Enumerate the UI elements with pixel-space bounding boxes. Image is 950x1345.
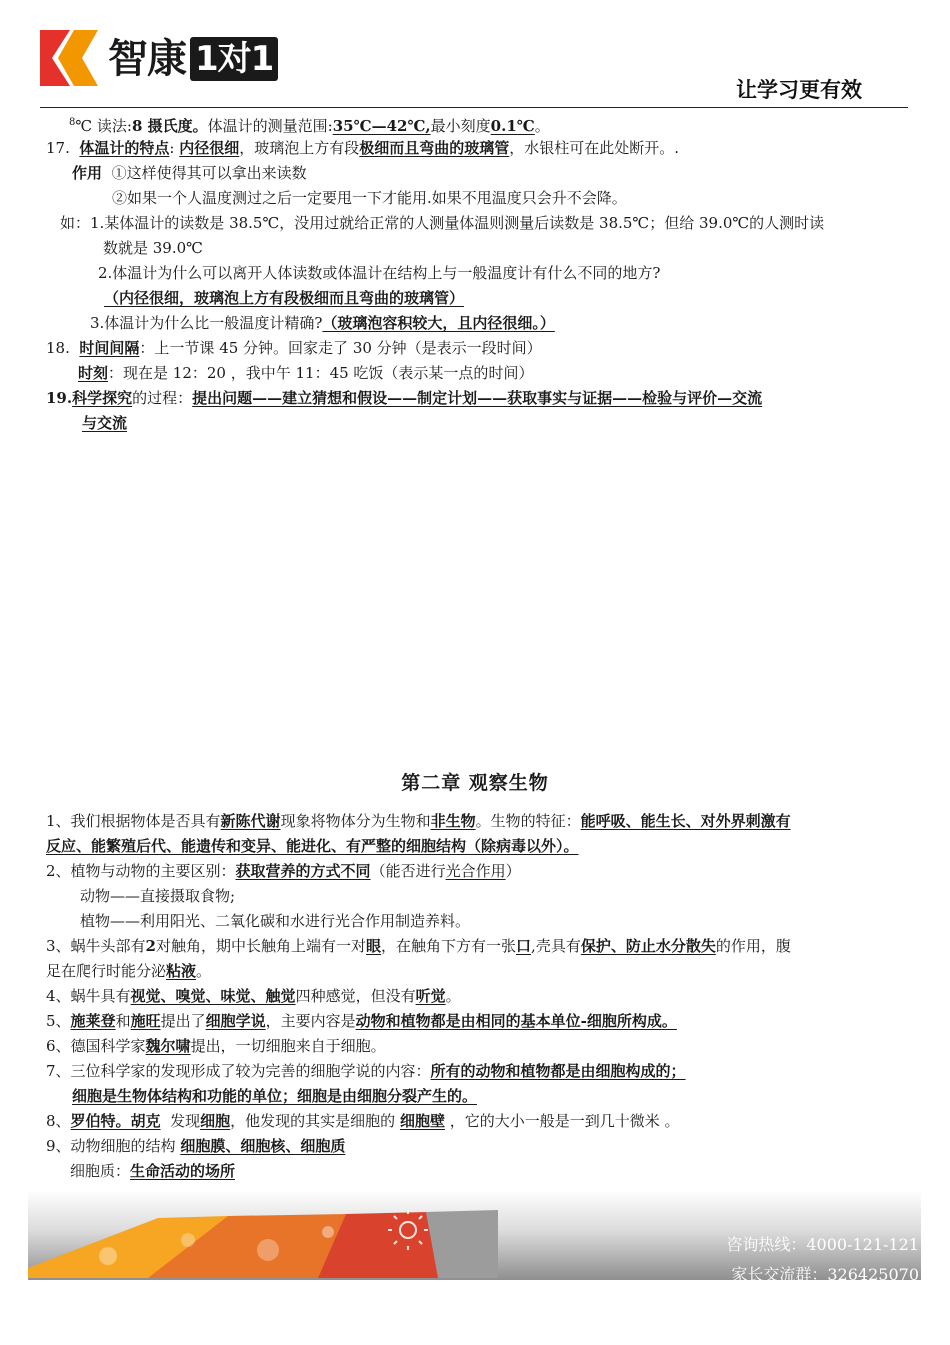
footer-bubble-icon xyxy=(181,1233,195,1247)
brand-logo-icon xyxy=(40,30,102,86)
ch2-line-2 xyxy=(46,861,521,883)
text: 体温计的测量范围: xyxy=(207,117,333,135)
text: 和 xyxy=(115,1012,131,1030)
ch2-line-9-cont xyxy=(70,1161,235,1183)
answer: 视觉、嗅觉、味觉、触觉 xyxy=(130,987,296,1005)
ch2-line-6 xyxy=(46,1036,386,1058)
text: 9、动物细胞的结构 xyxy=(46,1137,176,1155)
answer: 新陈代谢 xyxy=(220,812,281,830)
answer: 动物和植物都是由相同的基本单位-细胞所构成。 xyxy=(355,1012,677,1030)
term: 时间间隔 xyxy=(79,339,140,357)
note-line-function-2: ②如果一个人温度测过之后一定要甩一下才能用.如果不甩温度只会升不会降。 xyxy=(112,189,627,207)
note-line-18 xyxy=(46,338,542,360)
note-line-17 xyxy=(46,138,679,160)
answer: 细胞学说 xyxy=(205,1012,266,1030)
answer: 0.1℃ xyxy=(490,117,535,135)
footer-bubble-icon xyxy=(99,1247,117,1265)
ch2-line-7-cont: 细胞是生物体结构和功能的单位；细胞是由细胞分裂产生的。 xyxy=(72,1087,478,1105)
footer-decor-band xyxy=(28,1210,498,1278)
example-line-2-answer: （内径很细，玻璃泡上方有段极细而且弯曲的玻璃管） xyxy=(104,289,465,307)
answer: 提出问题——建立猜想和假设——制定计划——获取事实与证据——检验与评价—交流 xyxy=(192,389,763,407)
text: ，它的大小一般是一到几十微米 。 xyxy=(449,1112,680,1130)
text: : xyxy=(169,139,180,157)
text: 对触角，期中长触角上端有一对 xyxy=(155,937,366,955)
answer: 保护、防止水分散失 xyxy=(580,937,716,955)
answer: 所有的动物和植物都是由细胞构成的； xyxy=(430,1062,686,1080)
ch2-line-1 xyxy=(46,811,791,833)
ch2-line-9 xyxy=(46,1136,345,1158)
text: 2、植物与动物的主要区别： xyxy=(46,862,236,880)
brand-name-text: 智康 xyxy=(108,36,186,82)
text: ，玻璃泡上方有段 xyxy=(239,139,360,157)
page-header xyxy=(0,0,950,112)
text: 3、蜗牛头部有 xyxy=(46,937,146,955)
answer: 施旺 xyxy=(130,1012,161,1030)
answer: 获取营养的方式不同 xyxy=(235,862,371,880)
answer: 眼 xyxy=(366,937,382,955)
text: 5、 xyxy=(46,1012,71,1030)
text: ,壳具有 xyxy=(531,937,581,955)
hotline-text: 咨询热线：4000-121-121 xyxy=(726,1235,919,1254)
answer: 细胞膜、细胞核、细胞质 xyxy=(180,1137,346,1155)
text: 。生物的特征： xyxy=(475,812,581,830)
text: 提出，一切细胞来自于细胞。 xyxy=(190,1037,386,1055)
degree-superscript: 8 xyxy=(69,117,76,128)
note-line-18-moment xyxy=(78,363,533,385)
ch2-line-1-cont: 反应、能繁殖后代、能遗传和变异、能进化、有严整的细胞结构（除病毒以外）。 xyxy=(46,837,579,855)
footer-bubble-icon xyxy=(322,1226,334,1238)
term: 科学探究 xyxy=(72,389,133,407)
answer: 施莱登 xyxy=(70,1012,116,1030)
text: 7、三位科学家的发现形成了较为完善的细胞学说的内容： xyxy=(46,1062,431,1080)
text: 的作用，腹 xyxy=(715,937,791,955)
ch2-line-7 xyxy=(46,1061,686,1083)
text: 4、蜗牛具有 xyxy=(46,987,131,1005)
answer: 35℃—42℃, xyxy=(332,117,431,135)
text: ，主要内容是 xyxy=(265,1012,356,1030)
answer: 细胞壁 xyxy=(399,1112,445,1130)
item-number: 19. xyxy=(46,389,73,407)
text: 现象将物体分为生物和 xyxy=(280,812,431,830)
item-number: 18. xyxy=(46,339,70,357)
example-line-3 xyxy=(90,313,555,335)
term: 时刻 xyxy=(78,364,109,382)
text: 8、 xyxy=(46,1112,71,1130)
answer: （玻璃泡容积较大，且内径很细。） xyxy=(322,314,555,332)
slogan: 让学习更有效 xyxy=(736,78,862,102)
answer: 非生物 xyxy=(430,812,476,830)
ch2-line-8 xyxy=(46,1111,680,1133)
answer: 粘液 xyxy=(166,962,197,980)
ch2-line-5 xyxy=(46,1011,677,1033)
text: ，在触角下方有一张 xyxy=(381,937,517,955)
text: 四种感觉，但没有 xyxy=(295,987,416,1005)
ch2-line-plant: 植物——利用阳光、二氧化碳和水进行光合作用制造养料。 xyxy=(80,912,471,930)
ch2-line-4 xyxy=(46,986,461,1008)
answer: 听觉 xyxy=(415,987,446,1005)
text: 。 xyxy=(534,117,550,135)
answer: 内径很细 xyxy=(179,139,240,157)
parent-group-text: 家长交流群：326425070 xyxy=(731,1265,919,1284)
text: 8 摄氏度。 xyxy=(131,117,208,135)
text: 发现 xyxy=(170,1112,201,1130)
text: 的过程： xyxy=(132,389,193,407)
text: ） xyxy=(505,862,521,880)
text: ，水银柱可在此处断开。. xyxy=(509,139,680,157)
example-line-1-cont: 数就是 39.0℃ xyxy=(103,239,203,257)
note-line-function xyxy=(72,163,307,185)
answer: 2 xyxy=(145,937,156,955)
text: 1、我们根据物体是否具有 xyxy=(46,812,221,830)
term: 作用 xyxy=(72,164,103,182)
note-line-19-cont: 与交流 xyxy=(82,414,128,432)
text: ，他发现的其实是细胞的 xyxy=(230,1112,396,1130)
text: 提出了 xyxy=(160,1012,206,1030)
answer: 光合作用 xyxy=(445,862,506,880)
ch2-line-3 xyxy=(46,936,791,958)
answer: 罗伯特。胡克 xyxy=(70,1112,161,1130)
answer: 能呼吸、能生长、对外界刺激有 xyxy=(580,812,791,830)
brand-logo xyxy=(40,30,300,90)
item-number: 17. xyxy=(46,139,70,157)
answer: 生命活动的场所 xyxy=(130,1162,236,1180)
text: （能否进行 xyxy=(370,862,446,880)
answer: 极细而且弯曲的玻璃管 xyxy=(359,139,510,157)
text: 足在爬行时能分泌 xyxy=(46,962,167,980)
answer: 魏尔啸 xyxy=(145,1037,191,1055)
note-line-1 xyxy=(69,113,550,135)
text: 细胞质： xyxy=(70,1162,131,1180)
ch2-line-3-cont xyxy=(46,961,211,983)
answer: 细胞 xyxy=(200,1112,231,1130)
header-divider xyxy=(40,107,908,108)
term: 体温计的特点 xyxy=(79,139,170,157)
text: 最小刻度 xyxy=(430,117,491,135)
chapter-title: 第二章 观察生物 xyxy=(401,772,549,794)
text: ：现在是 12：20 ，我中午 11：45 吃饭（表示某一点的时间） xyxy=(108,364,534,382)
answer: 口 xyxy=(516,937,532,955)
text: 。 xyxy=(196,962,212,980)
text: 6、德国科学家 xyxy=(46,1037,146,1055)
brand-name xyxy=(108,34,278,84)
example-line-1: 如：1.某体温计的读数是 38.5℃，没用过就给正常的人测量体温则测量后读数是 38.5℃；但给 39.0℃的人测时读 xyxy=(60,214,825,232)
text: 3.体温计为什么比一般温度计精确? xyxy=(90,314,323,332)
text: ℃ 读法: xyxy=(75,117,132,135)
brand-badge: 1对1 xyxy=(190,37,278,81)
footer-bubble-icon xyxy=(257,1239,279,1261)
page-footer xyxy=(28,1190,921,1284)
ch2-line-animal: 动物——直接摄取食物; xyxy=(80,887,236,905)
footer-band-grey xyxy=(426,1210,498,1278)
text: 。 xyxy=(445,987,461,1005)
text: ：上一节课 45 分钟。回家走了 30 分钟（是表示一段时间） xyxy=(139,339,542,357)
example-line-2: 2.体温计为什么可以离开人体读数或体温计在结构上与一般温度计有什么不同的地方? xyxy=(98,264,661,282)
note-line-19 xyxy=(46,388,762,410)
text: ①这样使得其可以拿出来读数 xyxy=(111,164,307,182)
